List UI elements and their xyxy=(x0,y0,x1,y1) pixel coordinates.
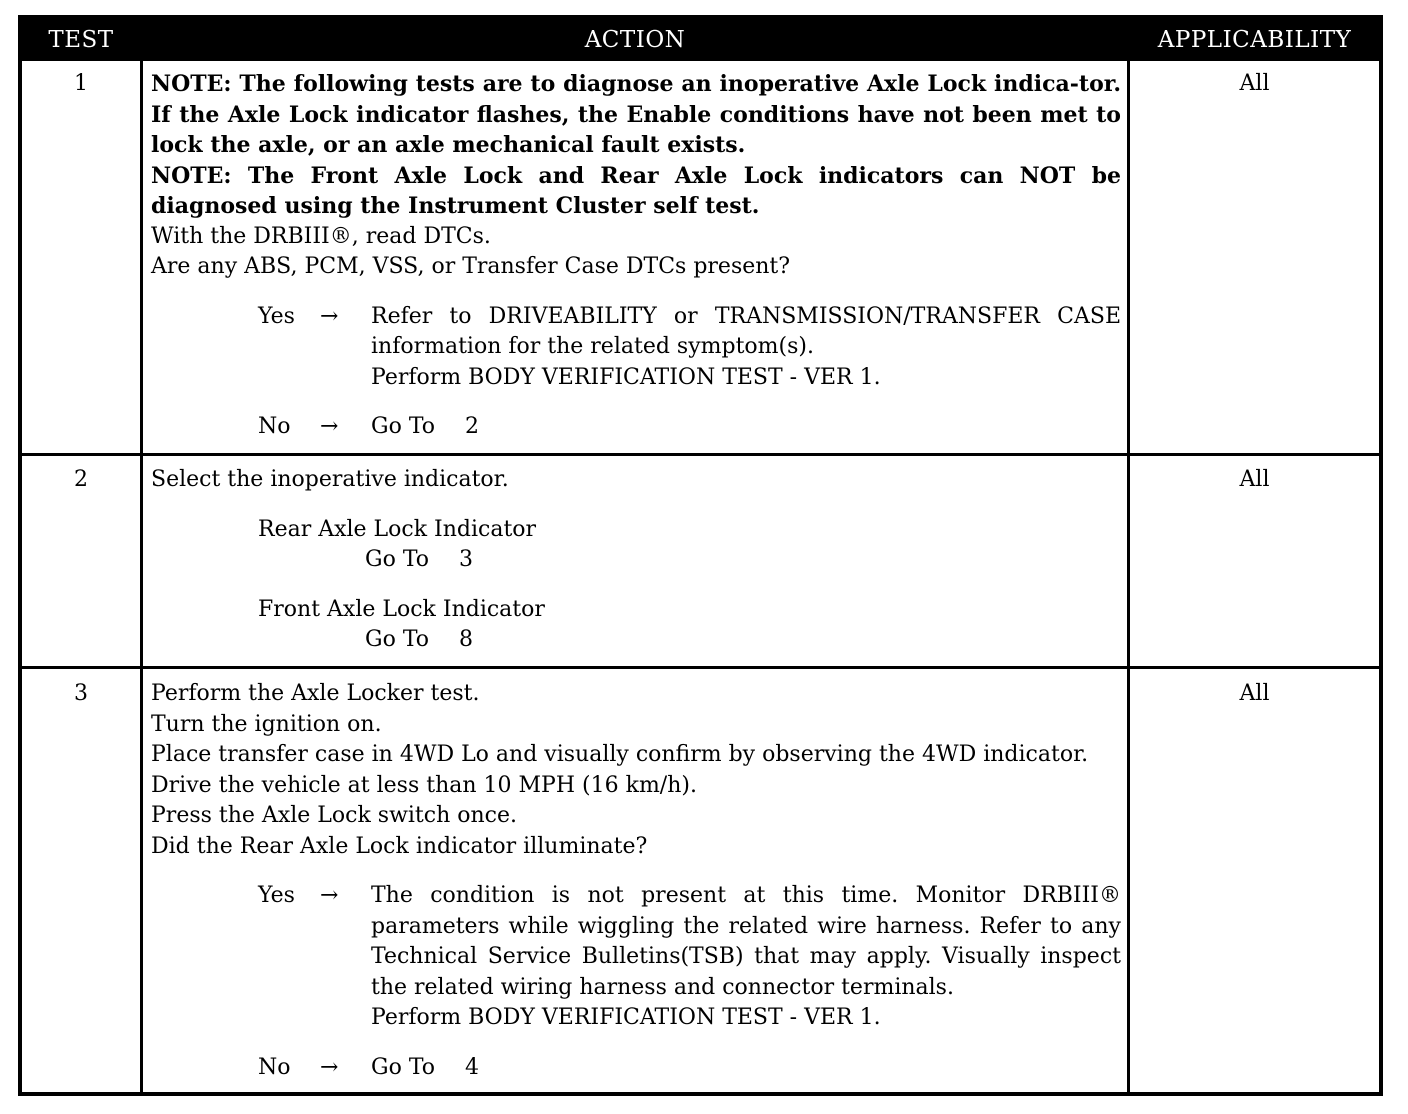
yes-instruction: The condition is not present at this time. Monitor DRBIII® parameters while wiggling the related wire harness. Refer to any Technical Service Bulletins(TSB) that may apply. Visually inspect the related wiring harness and connector terminals. xyxy=(371,883,1121,1000)
header-applicability: APPLICABILITY xyxy=(1157,27,1352,53)
yes-text xyxy=(371,881,1121,1034)
yes-branch xyxy=(151,302,1121,394)
arrow-icon: → xyxy=(320,303,339,329)
diagnostic-table xyxy=(18,15,1383,1096)
question-line: Did the Rear Axle Lock indicator illuminate? xyxy=(151,833,648,859)
option-goto xyxy=(365,545,1121,576)
goto-label: Go To xyxy=(371,414,436,439)
no-branch xyxy=(151,1053,1121,1084)
header-test: TEST xyxy=(48,27,114,53)
no-label: No xyxy=(258,414,291,439)
yes-text xyxy=(371,302,1121,394)
goto-label: Go To xyxy=(365,627,430,652)
test-number: 1 xyxy=(74,71,88,96)
goto-number: 3 xyxy=(459,547,474,572)
goto-label: Go To xyxy=(365,547,430,572)
instruction-line: Turn the ignition on. xyxy=(151,711,382,737)
applicability-value: All xyxy=(1239,71,1270,96)
instruction-line: Drive the vehicle at less than 10 MPH (16 km/h). xyxy=(151,772,697,798)
row-divider xyxy=(22,453,1379,456)
verification-instruction: Perform BODY VERIFICATION TEST - VER 1. xyxy=(371,1005,881,1030)
yes-branch xyxy=(151,881,1121,1034)
action-cell xyxy=(151,69,1121,443)
goto-number: 2 xyxy=(465,414,480,439)
note-text: NOTE: The Front Axle Lock and Rear Axle Lock indicators can NOT be diagnosed using the Instrument Cluster self test. xyxy=(151,162,1121,219)
arrow-icon: → xyxy=(320,1054,339,1080)
option-goto xyxy=(365,625,1121,656)
yes-instruction: Refer to DRIVEABILITY or TRANSMISSION/TRANSFER CASE information for the related symptom(s). xyxy=(371,303,1121,359)
column-divider xyxy=(1127,61,1130,1092)
instruction-line: With the DRBIII®, read DTCs. xyxy=(151,223,491,249)
indicator-option xyxy=(258,595,1121,656)
goto-number: 4 xyxy=(465,1054,480,1080)
action-cell xyxy=(151,465,1121,656)
instruction-line: Select the inoperative indicator. xyxy=(151,467,509,492)
instruction-line: Perform the Axle Locker test. xyxy=(151,681,480,706)
goto-number: 8 xyxy=(459,627,474,652)
option-label: Front Axle Lock Indicator xyxy=(258,596,545,622)
instruction-line: Place transfer case in 4WD Lo and visually confirm by observing the 4WD indicator. xyxy=(151,742,1089,767)
row-divider xyxy=(22,666,1379,669)
column-divider xyxy=(140,61,143,1092)
table-header xyxy=(22,19,1379,61)
arrow-icon: → xyxy=(320,414,339,439)
instruction-line: Press the Axle Lock switch once. xyxy=(151,803,518,828)
action-cell xyxy=(151,679,1121,1083)
option-label: Rear Axle Lock Indicator xyxy=(258,516,537,542)
note-text: NOTE: The following tests are to diagnose an inoperative Axle Lock indica-tor. If the Axle Lock indicator flashes, the Enable conditions have not been met to lock the axle, or an axle mechanical fault exists. xyxy=(151,71,1121,158)
no-label: No xyxy=(258,1054,291,1080)
applicability-value: All xyxy=(1239,467,1270,492)
question-line: Are any ABS, PCM, VSS, or Transfer Case DTCs present? xyxy=(151,254,791,279)
no-branch xyxy=(151,412,1121,443)
goto-label: Go To xyxy=(371,1054,436,1080)
applicability-value: All xyxy=(1239,681,1270,706)
yes-label: Yes xyxy=(258,883,295,908)
no-goto xyxy=(371,1053,1121,1084)
indicator-option xyxy=(258,515,1121,576)
test-number: 3 xyxy=(74,681,88,706)
header-action: ACTION xyxy=(584,27,686,53)
no-goto xyxy=(371,412,1121,443)
verification-instruction: Perform BODY VERIFICATION TEST - VER 1. xyxy=(371,364,881,390)
test-number: 2 xyxy=(74,467,88,492)
arrow-icon: → xyxy=(320,883,339,908)
yes-label: Yes xyxy=(258,303,295,329)
